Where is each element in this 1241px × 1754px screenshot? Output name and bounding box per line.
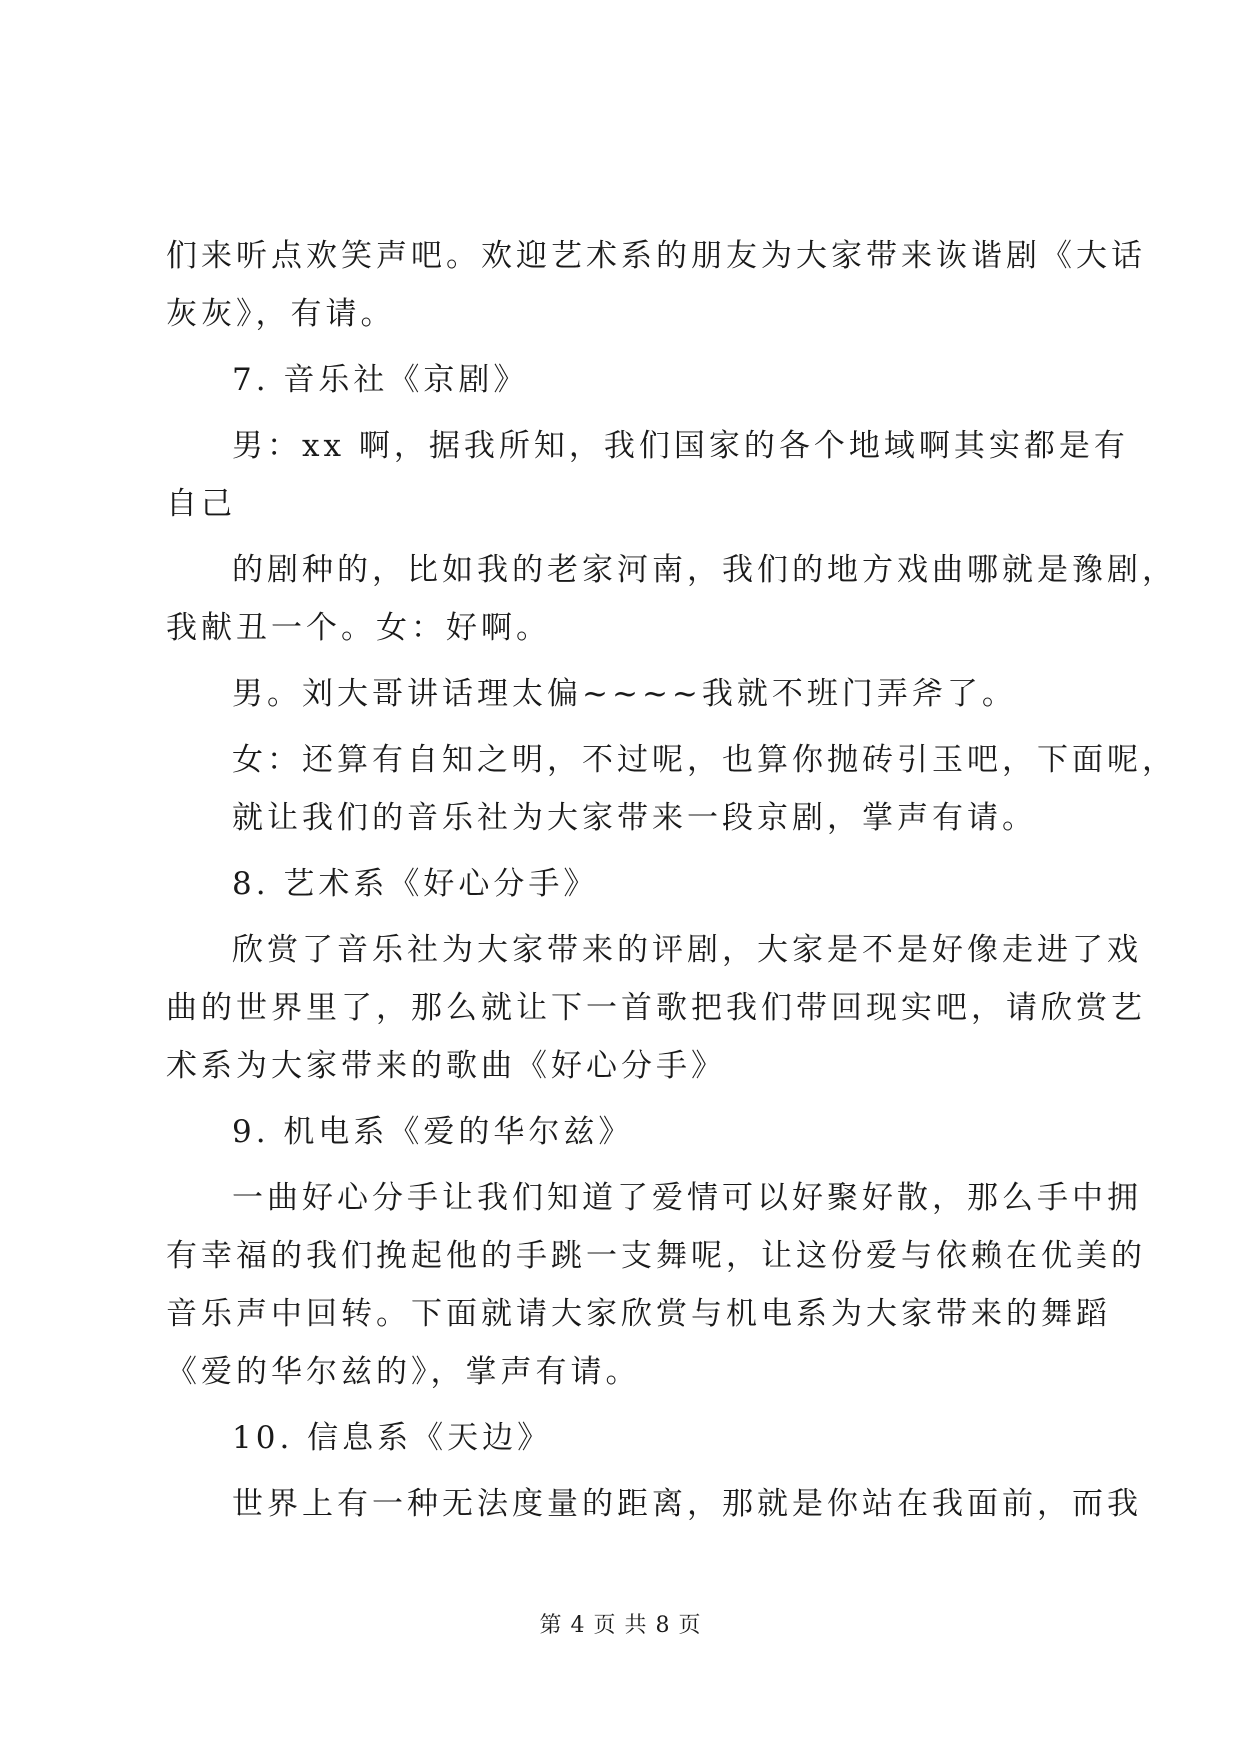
paragraph-line: 女：还算有自知之明，不过呢，也算你抛砖引玉吧，下面呢， <box>232 742 1177 778</box>
section-heading: 8. 艺术系《好心分手》 <box>232 866 599 902</box>
paragraph-line: 就让我们的音乐社为大家带来一段京剧，掌声有请。 <box>232 800 1037 836</box>
paragraph-line: 灰灰》，有请。 <box>166 296 396 332</box>
paragraph-line: 男。刘大哥讲话理太偏~~~~我就不班门弄斧了。 <box>232 676 1017 712</box>
paragraph-line: 自己 <box>166 486 236 522</box>
page-footer: 第 4 页 共 8 页 <box>539 1613 702 1638</box>
paragraph-line: 们来听点欢笑声吧。欢迎艺术系的朋友为大家带来诙谐剧《大话 <box>166 238 1146 274</box>
paragraph-line: 我献丑一个。女：好啊。 <box>166 610 551 646</box>
paragraph-line: 曲的世界里了，那么就让下一首歌把我们带回现实吧，请欣赏艺 <box>166 990 1146 1026</box>
paragraph-line: 世界上有一种无法度量的距离，那就是你站在我面前，而我 <box>232 1486 1142 1522</box>
paragraph-line: 男：xx 啊，据我所知，我们国家的各个地域啊其实都是有 <box>232 428 1129 464</box>
paragraph-line: 术系为大家带来的歌曲《好心分手》 <box>166 1048 726 1084</box>
paragraph-line: 有幸福的我们挽起他的手跳一支舞呢，让这份爱与依赖在优美的 <box>166 1238 1146 1274</box>
section-heading: 7. 音乐社《京剧》 <box>232 362 529 398</box>
section-heading: 10. 信息系《天边》 <box>232 1420 553 1456</box>
section-heading: 9. 机电系《爱的华尔兹》 <box>232 1114 634 1150</box>
paragraph-line: 一曲好心分手让我们知道了爱情可以好聚好散，那么手中拥 <box>232 1180 1142 1216</box>
paragraph-line: 音乐声中回转。下面就请大家欣赏与机电系为大家带来的舞蹈 <box>166 1296 1111 1332</box>
paragraph-line: 的剧种的，比如我的老家河南，我们的地方戏曲哪就是豫剧， <box>232 552 1177 588</box>
paragraph-line: 《爱的华尔兹的》，掌声有请。 <box>166 1354 641 1390</box>
paragraph-line: 欣赏了音乐社为大家带来的评剧，大家是不是好像走进了戏 <box>232 932 1142 968</box>
